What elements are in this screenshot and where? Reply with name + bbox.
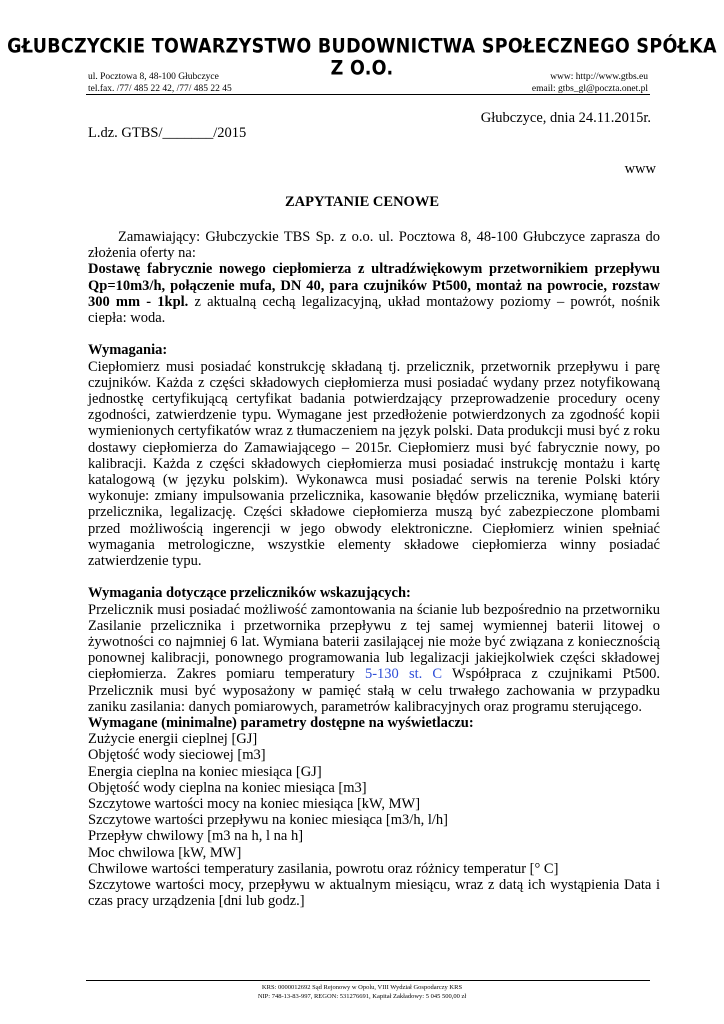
display-param-item: Objętość wody sieciowej [m3] xyxy=(88,747,266,764)
display-param-item: Objętość wody cieplna na koniec miesiąca [m3] xyxy=(88,779,367,796)
display-param-item: Energia cieplna na koniec miesiąca [GJ] xyxy=(88,763,322,780)
header-contact-left xyxy=(88,71,232,95)
display-param-item: Szczytowe wartości przepływu na koniec miesiąca [m3/h, l/h] xyxy=(88,812,448,829)
footer-nip: NIP: 748-13-83-997, REGON: 531276691, Kapitał Zakładowy: 5 045 500,00 zł xyxy=(257,993,467,1000)
document-title: ZAPYTANIE CENOWE xyxy=(284,194,439,210)
company-email[interactable]: email: gtbs_gl@poczta.onet.pl xyxy=(531,84,648,94)
footer-krs: KRS: 0000012692 Sąd Rejonowy w Opolu, VIII Wydział Gospodarczy KRS xyxy=(261,984,463,991)
company-name: GŁUBCZYCKIE TOWARZYSTWO BUDOWNICTWA SPOŁECZNEGO SPÓŁKA Z O.O. xyxy=(7,36,717,80)
letter-reference: L.dz. GTBS/_______/2015 xyxy=(88,125,247,141)
converter-paragraph xyxy=(88,602,660,715)
intro-paragraph: Zamawiający: Głubczyckie TBS Sp. z o.o. ul. Pocztowa 8, 48-100 Głubczyce zaprasza do złożenia oferty na: xyxy=(88,229,660,262)
footer xyxy=(0,983,724,1001)
offer-bold-text: Dostawę fabrycznie nowego ciepłomierza z ultradźwiękowym przetwornikiem przepływu Qp=10m3/h, połączenie mufa, DN 40, para czujników Pt500, montaż na powrocie, rozstaw 300 mm - 1kpl. xyxy=(88,261,660,310)
display-param-item: Zużycie energii cieplnej [GJ] xyxy=(88,731,258,748)
header-divider xyxy=(86,94,650,95)
display-heading: Wymagane (minimalne) parametry dostępne na wyświetlaczu: xyxy=(88,715,474,732)
footer-divider xyxy=(86,980,650,981)
letter-date: Głubczyce, dnia 24.11.2015r. xyxy=(480,110,651,126)
company-website[interactable]: www: http://www.gtbs.eu xyxy=(550,72,648,82)
converter-text-1: Przelicznik musi posiadać możliwość zamontowania na ścianie lub bezpośrednio na przetworniku Zasilanie przelicznika i przetwornika przepływu z tej samej wymiennej baterii litowej o żywotności co najmniej 6 lat. Wymiana baterii zasilającej nie może być związana z koniecznością ponownej kalibracji, ponownego programowania lub legalizacji jakiejkolwiek części składowej ciepłomierza. Zakres pomiaru temperatury xyxy=(88,601,660,683)
display-param-item: Przepływ chwilowy [m3 na h, l na h] xyxy=(88,828,304,845)
display-param-item: Szczytowe wartości mocy, przepływu w aktualnym miesiącu, wraz z datą ich wystąpienia Data i czas pracy urządzenia [dni lub godz.] xyxy=(88,877,660,910)
converter-text-2: Współpraca z czujnikami Pt500. Przelicznik musi być wyposażony w pamięć stałą w celu trwałego zachowania w przypadku zaniku zasilania: danych pomiarowych, parametrów kalibracyjnych oraz programu sterującego. xyxy=(88,666,660,715)
offer-paragraph xyxy=(88,261,660,326)
letter-body xyxy=(88,229,660,910)
letter-www: www xyxy=(624,161,656,177)
display-param-item: Szczytowe wartości mocy na koniec miesiąca [kW, MW] xyxy=(88,796,421,813)
offer-rest-text: z aktualną cechą legalizacyjną, układ montażowy poziomy – powrót, nośnik ciepła: woda. xyxy=(88,293,660,327)
converter-heading: Wymagania dotyczące przeliczników wskazujących: xyxy=(88,585,411,602)
company-address: ul. Pocztowa 8, 48-100 Głubczyce xyxy=(88,72,219,82)
company-phone: tel.fax. /77/ 485 22 42, /77/ 485 22 45 xyxy=(88,84,232,94)
header-contact-right xyxy=(532,71,648,95)
requirements-heading: Wymagania: xyxy=(88,342,168,359)
requirements-paragraph: Ciepłomierz musi posiadać konstrukcję składaną tj. przelicznik, przetwornik przepływu i parę czujników. Każda z części składowych ciepłomierza musi posiadać wydany przez notyfikowaną jednostkę certyfikującą certyfikat badania potwierdzający przeprowadzenie procedury oceny zgodności, zatwierdzenie typu. Wymagane jest przedłożenie potwierdzonych za zgodność kopii wymienionych certyfikatów wraz z tłumaczeniem na język polski. Data produkcji musi być z roku dostawy ciepłomierza do Zamawiającego – 2015r. Ciepłomierz musi być fabrycznie nowy, po kalibracji. Każda z części składowych ciepłomierza musi posiadać instrukcję montażu i kartę katalogową (w języku polskim). Wykonawca musi posiadać serwis na terenie Polski który wykonuje: zmiany impulsowania przelicznika, kasowanie błędów przelicznika, wymianę baterii przelicznika, legalizację. Części składowe ciepłomierza muszą być zabezpieczone plombami przed możliwością ingerencji w jego obwody elektroniczne. Ciepłomierz winien spełniać wymagania metrologiczne, wszystkie elementy składowe ciepłomierza winny posiadać zatwierdzenie typu. xyxy=(88,358,660,570)
temperature-range: 5-130 st. C xyxy=(364,666,443,683)
display-param-item: Moc chwilowa [kW, MW] xyxy=(88,844,242,861)
display-param-item: Chwilowe wartości temperatury zasilania, powrotu oraz różnicy temperatur [° C] xyxy=(88,860,559,877)
